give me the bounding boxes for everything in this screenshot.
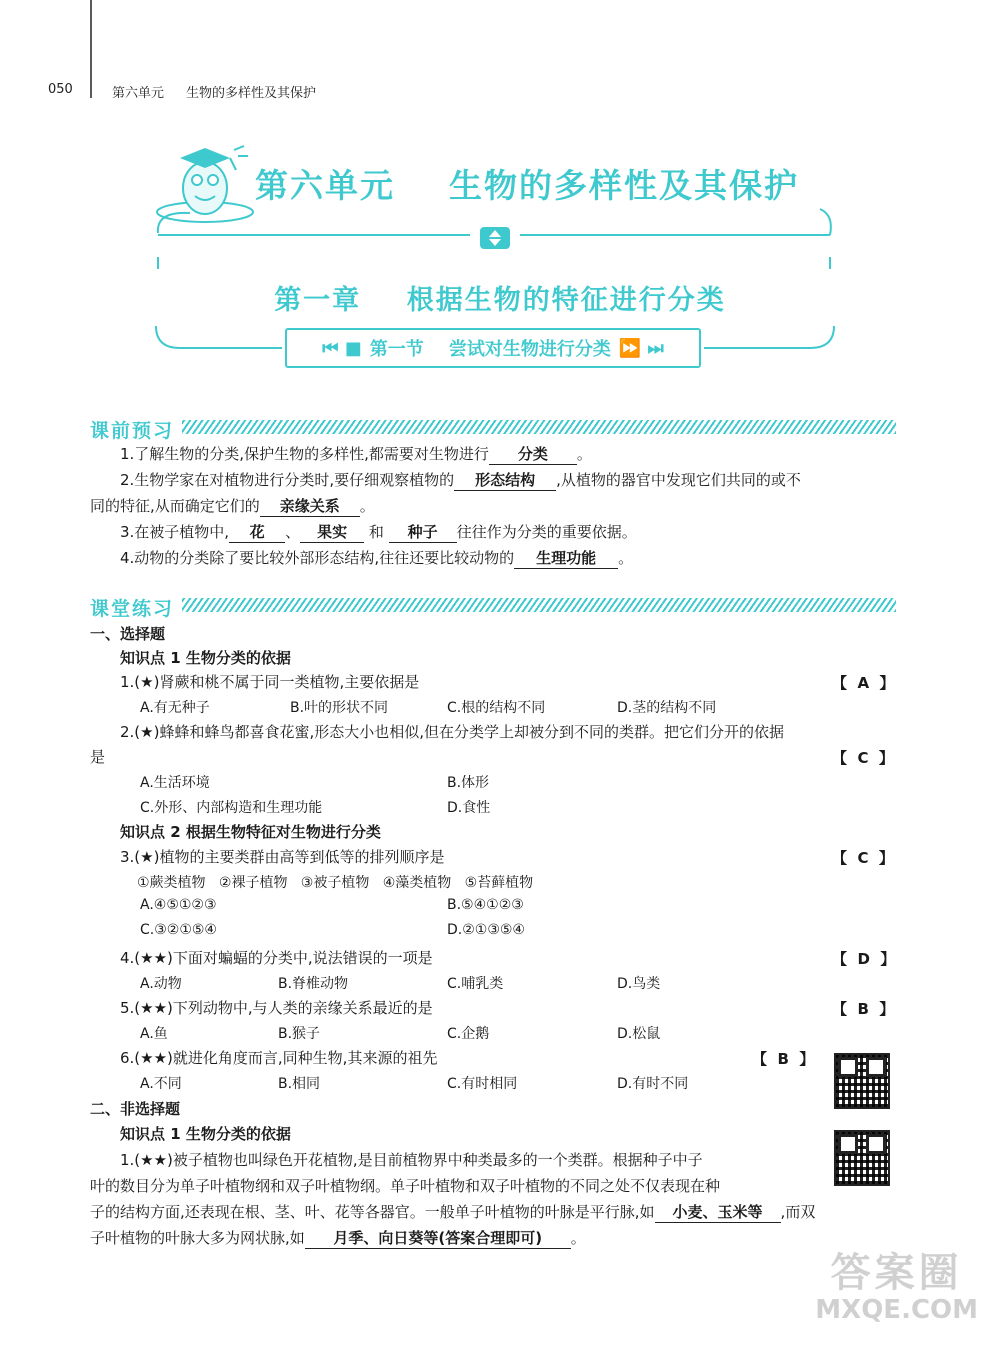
option: A.生活环境 [140,775,210,791]
unit-title: 第六单元 生物的多样性及其保护 [255,166,799,205]
preview-heading: 课前预习 [90,420,175,442]
qr-code-icon[interactable] [834,1130,890,1186]
preview-q1: 1.了解生物的分类,保护生物的多样性,都需要对生物进行 分类 。 [120,445,592,463]
answer-blank: 生理功能 [514,548,618,569]
preview-q3: 3.在被子植物中, 花 、 果实 和 种子 往往作为分类的重要依据。 [120,523,637,541]
option: A.鱼 [140,1026,168,1042]
option: A.动物 [140,976,182,992]
answer-blank: 分类 [489,444,577,465]
question-4: 4.(★★)下面对蝙蝠的分类中,说法错误的一项是 [120,949,433,967]
answer-blank: 形态结构 [454,470,556,491]
option: A.有无种子 [140,700,210,716]
margin-rule [90,0,92,98]
question-3-answer: 【 C 】 [832,849,894,867]
option: C.外形、内部构造和生理功能 [140,800,323,816]
answer-blank: 花 [229,522,285,543]
nq1-line1: 1.(★★)被子植物也叫绿色开花植物,是目前植物界中种类最多的一个类群。根据种子中子 [120,1151,703,1169]
rewind-icon: ⏮ ■ [322,337,362,359]
option: D.鸟类 [617,976,661,992]
option: B.叶的形状不同 [290,700,389,716]
qr-code-icon[interactable] [834,1053,890,1109]
fast-forward-icon: ⏩ ⏭ [618,337,664,359]
option: B.⑤④①②③ [447,897,524,913]
option: D.②①③⑤④ [447,922,525,938]
question-6-answer: 【 B 】 [752,1050,815,1068]
option: B.相同 [278,1076,321,1092]
section-title: 第一节 尝试对生物进行分类 [369,339,611,360]
page-number: 050 [48,82,73,97]
option: C.根的结构不同 [447,700,546,716]
preview-q2-line2: 同的特征,从而确定它们的 亲缘关系 。 [90,497,375,515]
chapter-title: 第一章 根据生物的特征进行分类 [274,285,726,316]
answer-blank: 小麦、玉米等 [655,1202,781,1223]
option: B.脊椎动物 [278,976,349,992]
answer-blank: 种子 [389,522,457,543]
title-divider [150,205,840,275]
option: C.有时相同 [447,1076,518,1092]
option: D.有时不同 [617,1076,689,1092]
nq1-line2: 叶的数目分为单子叶植物纲和双子叶植物纲。单子叶植物和双子叶植物的不同之处不仅表现在种 [90,1177,721,1195]
knowledge-point-3: 知识点 1 生物分类的依据 [120,1125,291,1143]
option: B.猴子 [278,1026,321,1042]
question-3-items: ①蕨类植物 ②裸子植物 ③被子植物 ④藻类植物 ⑤苔藓植物 [137,875,534,891]
knowledge-point-1: 知识点 1 生物分类的依据 [120,649,291,667]
part1-heading: 一、选择题 [90,625,166,643]
question-2-line2: 是 [90,748,106,766]
question-4-answer: 【 D 】 [832,950,896,968]
practice-hatch [182,598,896,612]
question-5: 5.(★★)下列动物中,与人类的亲缘关系最近的是 [120,999,433,1017]
knowledge-point-2: 知识点 2 根据生物特征对生物进行分类 [120,823,381,841]
question-5-answer: 【 B 】 [832,1000,895,1018]
section-title-box [285,328,701,368]
header-topic: 生物的多样性及其保护 [186,86,317,101]
nq1-line3: 子的结构方面,还表现在根、茎、叶、花等各器官。一般单子叶植物的叶脉是平行脉,如 小麦、玉米等 ,而双 [90,1203,816,1221]
nq1-line4: 子叶植物的叶脉大多为网状脉,如 月季、向日葵等(答案合理即可) 。 [90,1229,586,1247]
question-2: 2.(★)蜂蜂和蜂鸟都喜食花蜜,形态大小也相似,但在分类学上却被分到不同的类群。把它们分开的依据 [120,723,785,741]
option: C.哺乳类 [447,976,504,992]
practice-heading: 课堂练习 [90,598,175,620]
question-1: 1.(★)肾蕨和桃不属于同一类植物,主要依据是 [120,673,420,691]
option: C.③②①⑤④ [140,922,217,938]
option: A.不同 [140,1076,182,1092]
option: D.食性 [447,800,491,816]
question-1-answer: 【 A 】 [832,674,895,692]
watermark: 答案圈 MXQE.COM [815,1250,978,1325]
answer-blank: 月季、向日葵等(答案合理即可) [305,1228,571,1249]
part2-heading: 二、非选择题 [90,1100,181,1118]
option: D.茎的结构不同 [617,700,717,716]
option: D.松鼠 [617,1026,661,1042]
question-2-answer: 【 C 】 [832,749,894,767]
option: B.体形 [447,775,490,791]
preview-q2: 2.生物学家在对植物进行分类时,要仔细观察植物的 形态结构 ,从植物的器官中发现它们共同的或不 [120,471,801,489]
preview-hatch [182,420,896,434]
option: C.企鹅 [447,1026,490,1042]
header-unit: 第六单元 [112,86,165,101]
option: A.④⑤①②③ [140,897,217,913]
answer-blank: 亲缘关系 [260,496,360,517]
question-6: 6.(★★)就进化角度而言,同种生物,其来源的祖先 [120,1049,438,1067]
answer-blank: 果实 [300,522,364,543]
preview-q4: 4.动物的分类除了要比较外部形态结构,往往还要比较动物的 生理功能 。 [120,549,634,567]
question-3: 3.(★)植物的主要类群由高等到低等的排列顺序是 [120,848,445,866]
